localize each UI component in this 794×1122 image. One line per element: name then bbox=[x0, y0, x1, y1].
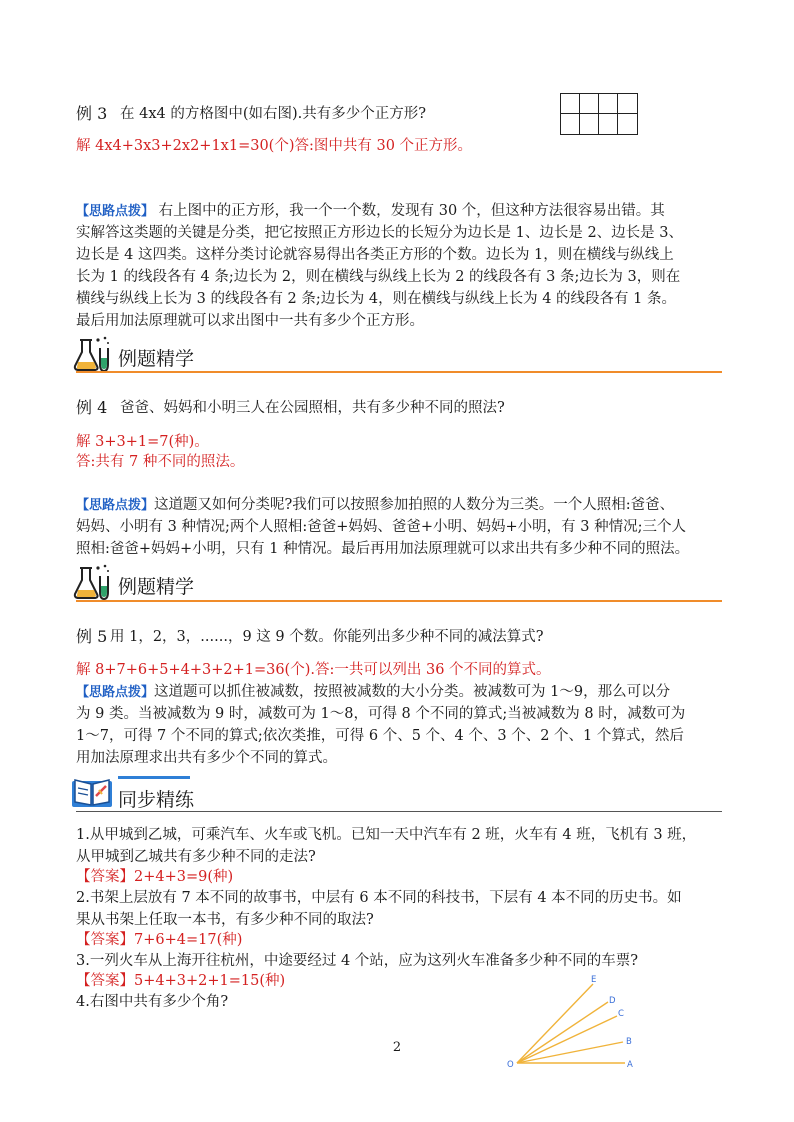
tip-text: 这道题可以抓住被减数，按照被减数的大小分类。被减数可为 1～9，那么可以分 bbox=[154, 684, 671, 700]
example3-tip-line1 bbox=[76, 200, 665, 223]
practice-q4: 4.右图中共有多少个角? bbox=[76, 994, 229, 1010]
example3-tip-line6: 最后用加法原理就可以求出图中一共有多少个正方形。 bbox=[76, 313, 424, 329]
example3-tip-line3: 边长是 4 这四类。这样分类讨论就容易得出各类正方形的个数。边长为 1，则在横线与纵线上 bbox=[76, 247, 674, 263]
section-title: 例题精学 bbox=[118, 348, 195, 370]
example5-tip-line4: 用加法原理求出共有多少个不同的算式。 bbox=[76, 750, 337, 766]
example3-tip-line4: 长为 1 的线段各有 4 条;边长为 2，则在横线与纵线上长为 2 的线段各有 3 条;边长为 3，则在 bbox=[76, 269, 681, 285]
answer-tag: 【答案】 bbox=[76, 869, 134, 885]
example3-label: 例 3 bbox=[76, 104, 108, 123]
practice-q2-line2: 果从书架上任取一本书，有多少种不同的取法? bbox=[76, 912, 374, 928]
square-grid-figure bbox=[560, 93, 638, 135]
example5-tip-line2: 为 9 类。当被减数为 9 时，减数可为 1～8，可得 8 个不同的算式;当被减数为 8 时，减数可为 bbox=[76, 706, 686, 722]
label-d: D bbox=[609, 996, 616, 1006]
example4-tip-line3: 照相:爸爸+妈妈+小明，只有 1 种情况。最后再用加法原理就可以求出共有多少种不同的照法。 bbox=[76, 541, 690, 557]
practice-q3: 3.一列火车从上海开往杭州，中途要经过 4 个站，应为这列火车准备多少种不同的车票? bbox=[76, 953, 639, 969]
answer-text: 2+4+3=9(种) bbox=[134, 869, 234, 885]
flask-icon bbox=[72, 334, 112, 374]
practice-a1 bbox=[76, 866, 233, 888]
example5-question: 用 1，2，3，......，9 这 9 个数。你能列出多少种不同的减法算式? bbox=[110, 629, 544, 645]
tip-text: 这道题又如何分类呢?我们可以按照参加拍照的人数分为三类。一个人照相:爸爸、 bbox=[154, 497, 675, 513]
answer-text: 7+6+4=17(种) bbox=[134, 932, 243, 948]
flask-icon bbox=[72, 562, 112, 602]
section-accent-bar bbox=[118, 776, 190, 779]
practice-q1-line2: 从甲城到乙城共有多少种不同的走法? bbox=[76, 849, 316, 865]
example4-solution2: 答:共有 7 种不同的照法。 bbox=[76, 454, 245, 470]
example5-tip-line3: 1～7，可得 7 个不同的算式;依次类推，可得 6 个、5 个、4 个、3 个、2 个、1 个算式，然后 bbox=[76, 728, 684, 744]
example4-tip-line1 bbox=[76, 494, 674, 517]
practice-a3 bbox=[76, 970, 285, 992]
angle-rays-figure bbox=[505, 970, 645, 1070]
tip-tag: 【思路点拨】 bbox=[76, 204, 155, 219]
example3-tip-line2: 实解答这类题的关键是分类，把它按照正方形边长的长短分为边长是 1、边长是 2、边长是 3、 bbox=[76, 225, 683, 241]
example4-question: 爸爸、妈妈和小明三人在公园照相，共有多少种不同的照法? bbox=[120, 400, 505, 416]
example3-tip-line5: 横线与纵线上长为 3 的线段各有 2 条;边长为 4，则在横线与纵线上长为 4 的线段各有 1 条。 bbox=[76, 291, 676, 307]
example3-solution: 解 4x4+3x3+2x2+1x1=30(个)答:图中共有 30 个正方形。 bbox=[76, 138, 473, 154]
example5-solution: 解 8+7+6+5+4+3+2+1=36(个).答:一共可以列出 36 个不同的算式。 bbox=[76, 662, 551, 678]
practice-a2 bbox=[76, 929, 242, 951]
tip-tag: 【思路点拨】 bbox=[76, 498, 155, 513]
label-o: O bbox=[507, 1060, 514, 1070]
tip-text: 右上图中的正方形，我一个一个数，发现有 30 个，但这种方法很容易出错。其 bbox=[158, 203, 665, 219]
answer-tag: 【答案】 bbox=[76, 932, 134, 948]
practice-q1-line1: 1.从甲城到乙城，可乘汽车、火车或飞机。已知一天中汽车有 2 班，火车有 4 班，飞机有 3 班， bbox=[76, 827, 697, 843]
label-e: E bbox=[591, 975, 597, 985]
page-number: 2 bbox=[392, 1040, 402, 1055]
answer-tag: 【答案】 bbox=[76, 973, 134, 989]
section-divider bbox=[76, 371, 722, 373]
section-title: 同步精练 bbox=[118, 789, 195, 811]
section-divider bbox=[76, 600, 722, 602]
section-divider bbox=[76, 811, 722, 812]
example5-label: 例 5 bbox=[76, 627, 108, 646]
label-a: A bbox=[627, 1060, 633, 1070]
example3-question: 在 4x4 的方格图中(如右图).共有多少个正方形? bbox=[120, 106, 427, 122]
practice-q2-line1: 2.书架上层放有 7 本不同的故事书，中层有 6 本不同的科技书，下层有 4 本不同的历史书。如 bbox=[76, 890, 682, 906]
answer-text: 5+4+3+2+1=15(种) bbox=[134, 973, 286, 989]
label-b: B bbox=[626, 1037, 632, 1047]
example4-label: 例 4 bbox=[76, 398, 108, 417]
book-icon bbox=[70, 776, 114, 810]
example5-tip-line1 bbox=[76, 681, 670, 704]
tip-tag: 【思路点拨】 bbox=[76, 685, 155, 700]
section-title: 例题精学 bbox=[118, 576, 195, 598]
example4-tip-line2: 妈妈、小明有 3 种情况;两个人照相:爸爸+妈妈、爸爸+小明、妈妈+小明，有 3 种情况;三个人 bbox=[76, 519, 686, 535]
label-c: C bbox=[618, 1009, 624, 1019]
example4-solution1: 解 3+3+1=7(种)。 bbox=[76, 434, 209, 450]
